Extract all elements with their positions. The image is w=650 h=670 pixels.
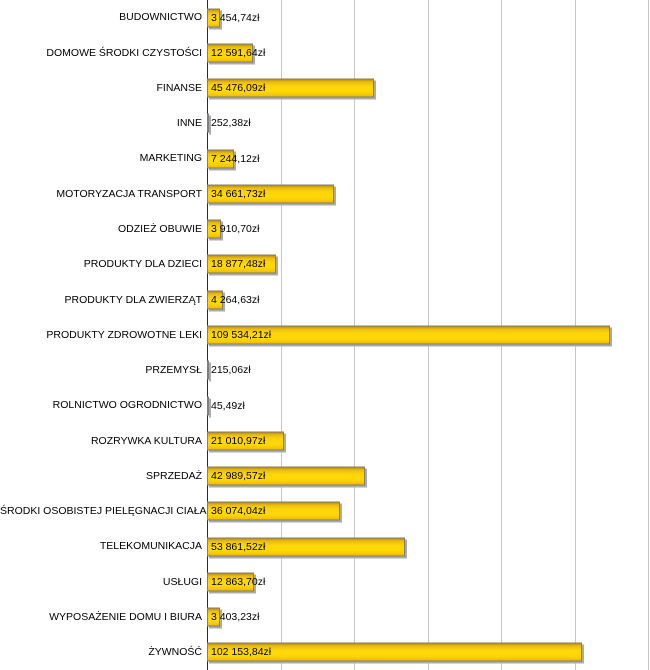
value-label: 102 153,84zł xyxy=(211,646,272,659)
row-plot-area xyxy=(207,635,650,670)
chart-row xyxy=(0,35,650,70)
row-plot-area xyxy=(207,176,650,211)
chart-row xyxy=(0,247,650,282)
value-label: 42 989,57zł xyxy=(211,469,266,482)
value-label: 18 877,48zł xyxy=(211,258,266,271)
row-plot-area xyxy=(207,212,650,247)
row-plot-area xyxy=(207,106,650,141)
chart-row xyxy=(0,106,650,141)
category-label: ODZIEŻ OBUWIE xyxy=(118,222,202,235)
row-plot-area xyxy=(207,282,650,317)
value-label: 12 863,70zł xyxy=(211,575,266,588)
row-plot-area xyxy=(207,388,650,423)
category-label: MOTORYZACJA TRANSPORT xyxy=(56,187,202,200)
category-label: TELEKOMUNIKACJA xyxy=(99,540,202,553)
chart-row xyxy=(0,0,650,35)
chart-row xyxy=(0,494,650,529)
row-plot-area xyxy=(207,600,650,635)
category-label: PRODUKTY DLA ZWIERZĄT xyxy=(64,293,202,306)
value-label: 12 591,64zł xyxy=(211,46,266,59)
chart-row xyxy=(0,176,650,211)
chart-row xyxy=(0,529,650,564)
value-bar xyxy=(207,114,209,133)
value-label: 45,49zł xyxy=(211,399,245,412)
value-label: 3 403,23zł xyxy=(211,610,260,623)
chart-row xyxy=(0,212,650,247)
value-label: 215,06zł xyxy=(211,364,251,377)
category-label: INNE xyxy=(176,117,202,130)
chart-row xyxy=(0,458,650,493)
row-plot-area xyxy=(207,353,650,388)
value-label: 53 861,52zł xyxy=(211,540,266,553)
value-label: 3 910,70zł xyxy=(211,222,260,235)
row-plot-area xyxy=(207,0,650,35)
category-label: BUDOWNICTWO xyxy=(119,11,202,24)
row-plot-area xyxy=(207,564,650,599)
chart-row xyxy=(0,564,650,599)
chart-row xyxy=(0,600,650,635)
value-label: 109 534,21zł xyxy=(211,328,272,341)
row-plot-area xyxy=(207,494,650,529)
category-label: PRODUKTY DLA DZIECI xyxy=(83,258,202,271)
category-label: FINANSE xyxy=(156,81,202,94)
category-label: PRODUKTY ZDROWOTNE LEKI xyxy=(46,328,202,341)
value-label: 36 074,04zł xyxy=(211,505,266,518)
row-plot-area xyxy=(207,458,650,493)
value-bar xyxy=(207,396,209,415)
row-plot-area xyxy=(207,71,650,106)
row-plot-area xyxy=(207,247,650,282)
category-label: MARKETING xyxy=(139,152,202,165)
value-label: 21 010,97zł xyxy=(211,434,266,447)
chart-row xyxy=(0,71,650,106)
value-bar xyxy=(207,361,209,380)
value-label: 34 661,73zł xyxy=(211,187,266,200)
category-label: ROZRYWKA KULTURA xyxy=(90,434,202,447)
chart-row xyxy=(0,282,650,317)
row-plot-area xyxy=(207,317,650,352)
value-label: 252,38zł xyxy=(211,117,251,130)
chart-row xyxy=(0,353,650,388)
category-label: SPRZEDAŻ xyxy=(145,469,202,482)
chart-row xyxy=(0,388,650,423)
value-label: 4 264,63zł xyxy=(211,293,260,306)
category-label: WYPOSAŻENIE DOMU I BIURA xyxy=(49,610,202,623)
category-label: ROLNICTWO OGRODNICTWO xyxy=(52,399,202,412)
chart-row xyxy=(0,317,650,352)
chart-row xyxy=(0,635,650,670)
row-plot-area xyxy=(207,423,650,458)
category-label: USŁUGI xyxy=(162,575,202,588)
category-label: DOMOWE ŚRODKI CZYSTOŚCI xyxy=(46,46,202,59)
category-label: PRZEMYSŁ xyxy=(145,364,202,377)
chart-row xyxy=(0,141,650,176)
value-label: 7 244,12zł xyxy=(211,152,260,165)
chart-row xyxy=(0,423,650,458)
category-label: ŚRODKI OSOBISTEJ PIELĘGNACJI CIAŁA xyxy=(0,505,207,518)
row-plot-area xyxy=(207,35,650,70)
value-label: 3 454,74zł xyxy=(211,11,260,24)
row-plot-area xyxy=(207,529,650,564)
row-plot-area xyxy=(207,141,650,176)
category-label: ŻYWNOŚĆ xyxy=(148,646,202,659)
value-label: 45 476,09zł xyxy=(211,81,266,94)
